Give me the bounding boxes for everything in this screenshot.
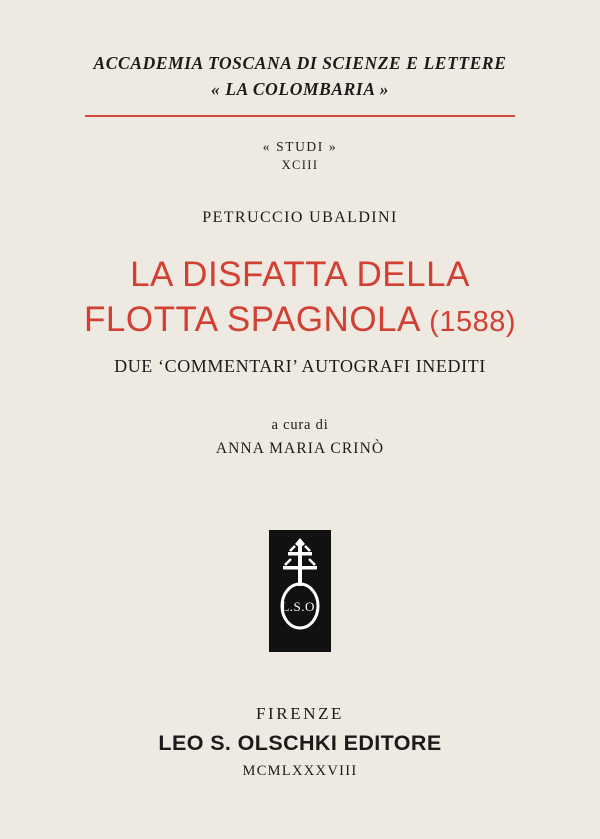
author-name: PETRUCCIO UBALDINI <box>202 208 398 226</box>
printers-mark-wrapper <box>269 530 331 652</box>
editor-name: ANNA MARIA CRINÒ <box>215 440 385 458</box>
title-line-1: LA DISFATTA DELLA <box>130 254 470 294</box>
academy-name-line1: ACCADEMIA TOSCANA DI SCIENZE E LETTERE <box>93 53 507 73</box>
imprint-city: FIRENZE <box>255 704 345 724</box>
title-block <box>84 253 516 343</box>
academy-block <box>0 52 600 101</box>
series-block <box>263 139 337 173</box>
imprint-publisher: LEO S. OLSCHKI EDITORE <box>158 731 442 756</box>
title-line-2 <box>84 298 516 343</box>
imprint-year: MCMLXXXVIII <box>242 763 358 780</box>
subtitle: DUE ‘COMMENTARI’ AUTOGRAFI INEDITI <box>114 356 486 377</box>
academy-name-line2: « LA COLOMBARIA » <box>211 78 389 99</box>
title-year: (1588) <box>429 305 516 338</box>
olschki-printers-mark-icon <box>269 530 331 652</box>
title-line-2-main: FLOTTA SPAGNOLA <box>84 299 430 339</box>
svg-text:L.S.O.: L.S.O. <box>281 599 319 615</box>
editor-label: a cura di <box>271 417 329 434</box>
series-number: XCIII <box>281 157 319 172</box>
red-divider-rule <box>85 115 515 117</box>
imprint-block <box>158 704 441 780</box>
series-name: « STUDI » <box>262 138 338 154</box>
editor-block <box>216 417 384 458</box>
